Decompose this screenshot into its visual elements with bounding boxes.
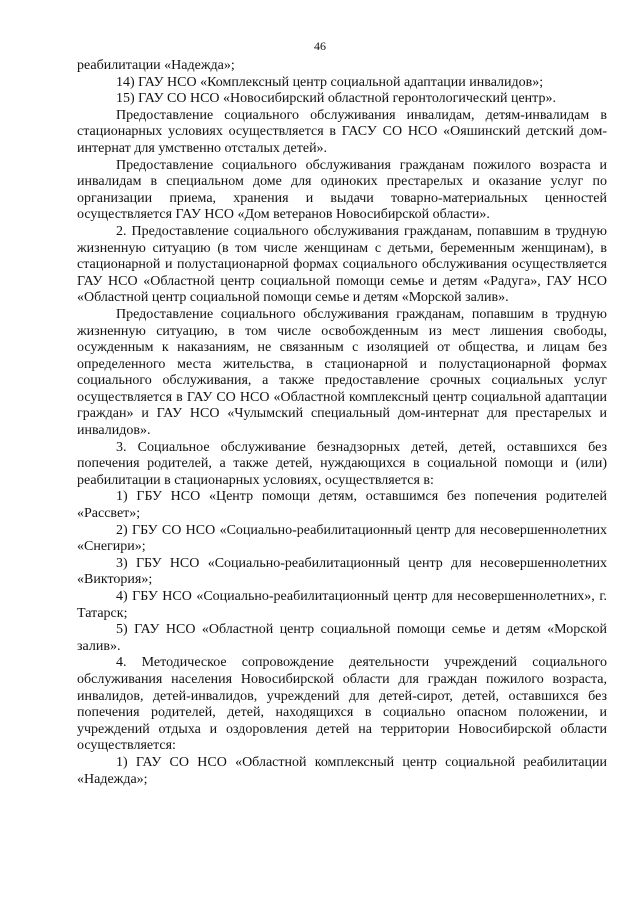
page-number: 46 xyxy=(314,39,326,53)
paragraph: 2) ГБУ СО НСО «Социально-реабилитационный центр для несовершеннолетних «Снегири»; xyxy=(77,522,607,555)
paragraph: 2. Предоставление социального обслуживания гражданам, попавшим в трудную жизненную ситуацию (в том числе женщинам с детьми, беременным женщинам), в стационарной и полустационарной формах социального обслуживания осуществляется ГАУ НСО «Областной центр социальной помощи семье и детям «Радуга», ГАУ НСО «Областной центр социальной помощи семье и детям «Морской залив». xyxy=(77,223,607,306)
paragraph: 15) ГАУ СО НСО «Новосибирский областной геронтологический центр». xyxy=(116,91,556,107)
paragraph: 5) ГАУ НСО «Областной центр социальной помощи семье и детям «Морской залив». xyxy=(77,622,607,654)
paragraph: 3) ГБУ НСО «Социально-реабилитационный центр для несовершеннолетних «Виктория»; xyxy=(77,555,607,588)
document-body xyxy=(77,58,607,788)
paragraph: 4) ГБУ НСО «Социально-реабилитационный центр для несовершеннолетних», г. Татарск; xyxy=(77,589,607,621)
paragraph: Предоставление социального обслуживания инвалидам, детям-инвалидам в стационарных условиях осуществляется в ГАСУ СО НСО «Ояшинский детский дом-интернат для умственно отсталых детей». xyxy=(77,107,607,156)
paragraph: 1) ГБУ НСО «Центр помощи детям, оставшимся без попечения родителей «Рассвет»; xyxy=(77,489,607,522)
paragraph: Предоставление социального обслуживания гражданам пожилого возраста и инвалидам в специальном доме для одиноких престарелых и оказание услуг по организации приема, хранения и выдачи товарно-материальных ценностей осуществляется ГАУ НСО «Дом ветеранов Новосибирской области». xyxy=(77,157,607,223)
paragraph: реабилитации «Надежда»; xyxy=(77,58,235,73)
paragraph: Предоставление социального обслуживания гражданам, попавшим в трудную жизненную ситуацию, в том числе освобожденным из мест лишения свободы, осужденным к наказаниям, не связанным с изоляцией от общества, и лицам без определенного места жительства, в стационарной и полустационарной формах социального обслуживания, а также предоставление срочных социальных услуг осуществляется в ГАУ СО НСО «Областной комплексный центр социальной адаптации граждан» и ГАУ НСО «Чулымский специальный дом-интернат для престарелых и инвалидов». xyxy=(77,306,607,439)
paragraph: 4. Методическое сопровождение деятельности учреждений социального обслуживания населения Новосибирской области для граждан пожилого возраста, инвалидов, детей-инвалидов, учреждений для детей-сирот, детей, оставшихся без попечения родителей, детей, находящихся в социально опасном положении, и учреждений отдыха и оздоровления детей на территории Новосибирской области осуществляется: xyxy=(77,655,607,754)
paragraph: 14) ГАУ НСО «Комплексный центр социальной адаптации инвалидов»; xyxy=(116,74,544,90)
paragraph: 1) ГАУ СО НСО «Областной комплексный центр социальной реабилитации «Надежда»; xyxy=(77,754,607,787)
paragraph: 3. Социальное обслуживание безнадзорных детей, детей, оставшихся без попечения родителей, а также детей, нуждающихся в социальной помощи и (или) реабилитации в стационарных условиях, осуществляется в: xyxy=(77,439,607,488)
